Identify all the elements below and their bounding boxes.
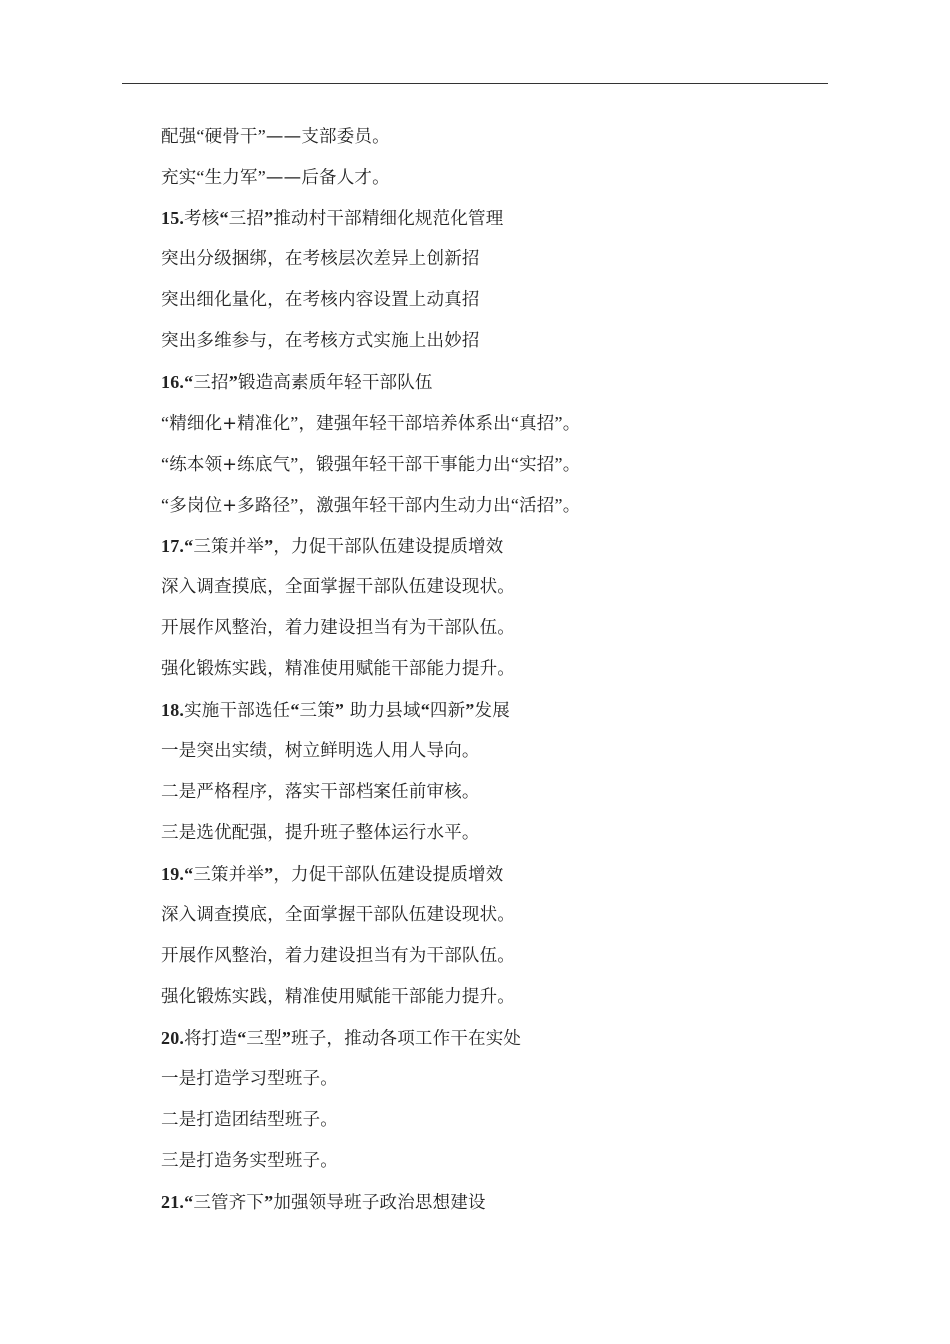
line-text: 一是打造学习型班子。 [161, 1069, 338, 1089]
body-line [161, 451, 821, 492]
line-text: “三策并举”，力促干部队伍建设提质增效 [184, 864, 504, 885]
body-line [161, 410, 821, 451]
line-text: 考核“三招”推动村干部精细化规范化管理 [184, 208, 504, 229]
section-heading [161, 861, 821, 902]
line-text: 强化锻炼实践，精准使用赋能干部能力提升。 [161, 659, 515, 679]
body-line [161, 943, 821, 984]
section-number: 19. [161, 864, 185, 884]
body-line [161, 656, 821, 697]
body-line [161, 902, 821, 943]
header-rule [122, 83, 828, 84]
line-text: “练本领+练底气”，锻强年轻干部干事能力出“实招”。 [161, 454, 581, 475]
line-text: 开展作风整治，着力建设担当有为干部队伍。 [161, 946, 515, 966]
line-text: 强化锻炼实践，精准使用赋能干部能力提升。 [161, 987, 515, 1007]
line-text: 实施干部选任“三策” 助力县域“四新”发展 [184, 700, 510, 721]
body-line [161, 492, 821, 533]
line-text: 深入调查摸底，全面掌握干部队伍建设现状。 [161, 905, 515, 925]
line-text: 配强“硬骨干”——支部委员。 [161, 126, 390, 147]
section-number: 21. [161, 1192, 185, 1212]
body-line [161, 246, 821, 287]
body-line [161, 779, 821, 820]
line-text: “三管齐下”加强领导班子政治思想建设 [184, 1192, 486, 1213]
body-line [161, 574, 821, 615]
line-text: 一是突出实绩，树立鲜明选人用人导向。 [161, 741, 480, 761]
body-line [161, 615, 821, 656]
line-text: 突出分级捆绑，在考核层次差异上创新招 [161, 249, 480, 269]
body-line [161, 1107, 821, 1148]
line-text: “三招”锻造高素质年轻干部队伍 [184, 372, 433, 393]
section-number: 20. [161, 1028, 185, 1048]
body-line [161, 123, 821, 164]
section-heading [161, 369, 821, 410]
line-text: 深入调查摸底，全面掌握干部队伍建设现状。 [161, 577, 515, 597]
line-text: “精细化+精准化”，建强年轻干部培养体系出“真招”。 [161, 413, 581, 434]
section-heading [161, 205, 821, 246]
body-line [161, 984, 821, 1025]
body-line [161, 328, 821, 369]
line-text: 三是选优配强，提升班子整体运行水平。 [161, 823, 480, 843]
document-body [161, 123, 821, 1230]
section-number: 18. [161, 700, 185, 720]
section-number: 17. [161, 536, 185, 556]
line-text: “多岗位+多路径”，激强年轻干部内生动力出“活招”。 [161, 495, 581, 516]
line-text: 突出多维参与，在考核方式实施上出妙招 [161, 331, 480, 351]
line-text: 二是严格程序，落实干部档案任前审核。 [161, 782, 480, 802]
section-heading [161, 1025, 821, 1066]
body-line [161, 164, 821, 205]
body-line [161, 738, 821, 779]
body-line [161, 1148, 821, 1189]
line-text: 二是打造团结型班子。 [161, 1110, 338, 1130]
section-heading [161, 533, 821, 574]
line-text: “三策并举”，力促干部队伍建设提质增效 [184, 536, 504, 557]
body-line [161, 1066, 821, 1107]
body-line [161, 820, 821, 861]
line-text: 开展作风整治，着力建设担当有为干部队伍。 [161, 618, 515, 638]
section-heading [161, 697, 821, 738]
section-number: 16. [161, 372, 185, 392]
body-line [161, 287, 821, 328]
line-text: 将打造“三型”班子，推动各项工作干在实处 [184, 1028, 522, 1049]
line-text: 突出细化量化，在考核内容设置上动真招 [161, 290, 480, 310]
line-text: 三是打造务实型班子。 [161, 1151, 338, 1171]
section-heading [161, 1189, 821, 1230]
line-text: 充实“生力军”——后备人才。 [161, 167, 390, 188]
section-number: 15. [161, 208, 185, 228]
